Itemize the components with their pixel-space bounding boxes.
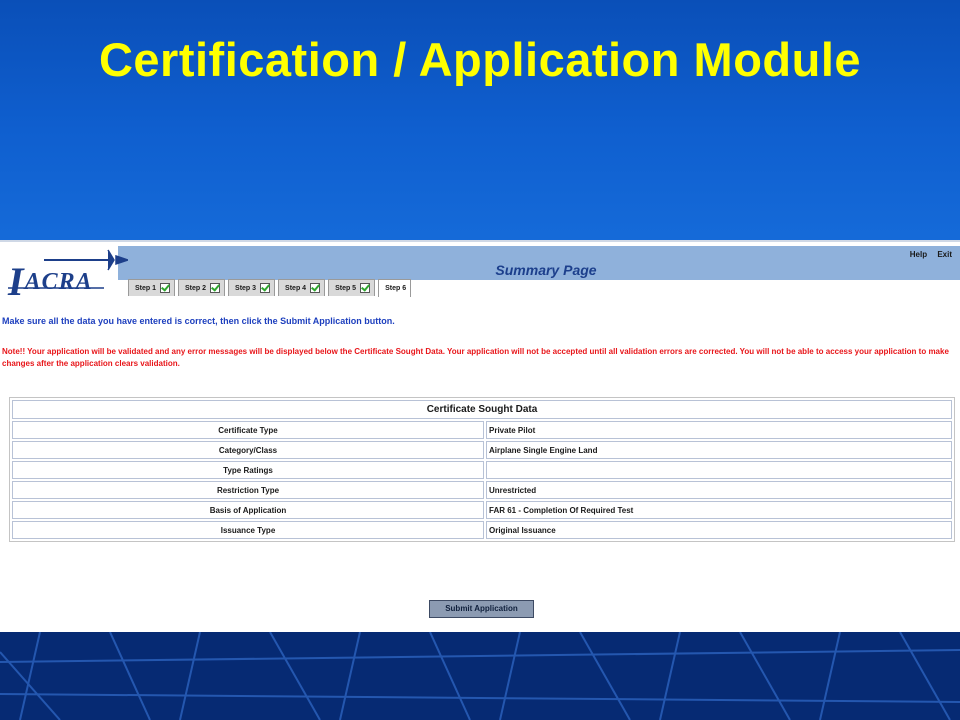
checkmark-icon [360,283,370,293]
submit-application-button[interactable]: Submit Application [429,600,534,618]
table-row [12,521,952,539]
checkmark-icon [210,283,220,293]
row-value: Original Issuance [486,521,952,539]
tab-step-6[interactable]: Step 6 [378,279,411,297]
page-heading: Summary Page [495,262,597,278]
checkmark-icon [260,283,270,293]
grid-lines-decoration [0,632,960,720]
row-value: Airplane Single Engine Land [486,441,952,459]
row-label: Issuance Type [12,521,484,539]
bottom-decoration [0,632,960,720]
row-label: Restriction Type [12,481,484,499]
instruction-text: Make sure all the data you have entered is correct, then click the Submit Application button. [2,316,395,326]
validation-note: Note!! Your application will be validated and any error messages will be displayed below the Certificate Sought Data. Your application will not be accepted until all validation errors are corrected. You will not be able to access your application to make changes after the application clears validation. [2,347,949,368]
app-header [0,242,960,304]
table-row [12,441,952,459]
slide-title: Certification / Application Module [98,33,862,86]
row-label: Category/Class [12,441,484,459]
row-value: Unrestricted [486,481,952,499]
table-row [12,501,952,519]
row-label: Certificate Type [12,421,484,439]
tab-step-2[interactable]: Step 2 [178,279,225,296]
table-caption: Certificate Sought Data [12,400,952,419]
checkmark-icon [310,283,320,293]
airplane-icon [4,248,128,294]
table-row [12,461,952,479]
row-label: Basis of Application [12,501,484,519]
row-value: FAR 61 - Completion Of Required Test [486,501,952,519]
row-label: Type Ratings [12,461,484,479]
exit-link[interactable]: Exit [937,250,952,259]
logo-text: IACRA [8,259,93,304]
row-value [486,461,952,479]
table-row [12,481,952,499]
checkmark-icon [160,283,170,293]
row-value: Private Pilot [486,421,952,439]
help-link[interactable]: Help [909,250,928,259]
top-links [902,250,952,259]
step-tabs [128,279,414,297]
tab-step-5[interactable]: Step 5 [328,279,375,296]
tab-step-1[interactable]: Step 1 [128,279,175,296]
certificate-sought-table [9,397,955,542]
iacra-screenshot [0,240,960,632]
table-row [12,421,952,439]
iacra-logo [4,248,128,304]
tab-step-4[interactable]: Step 4 [278,279,325,296]
tab-step-3[interactable]: Step 3 [228,279,275,296]
